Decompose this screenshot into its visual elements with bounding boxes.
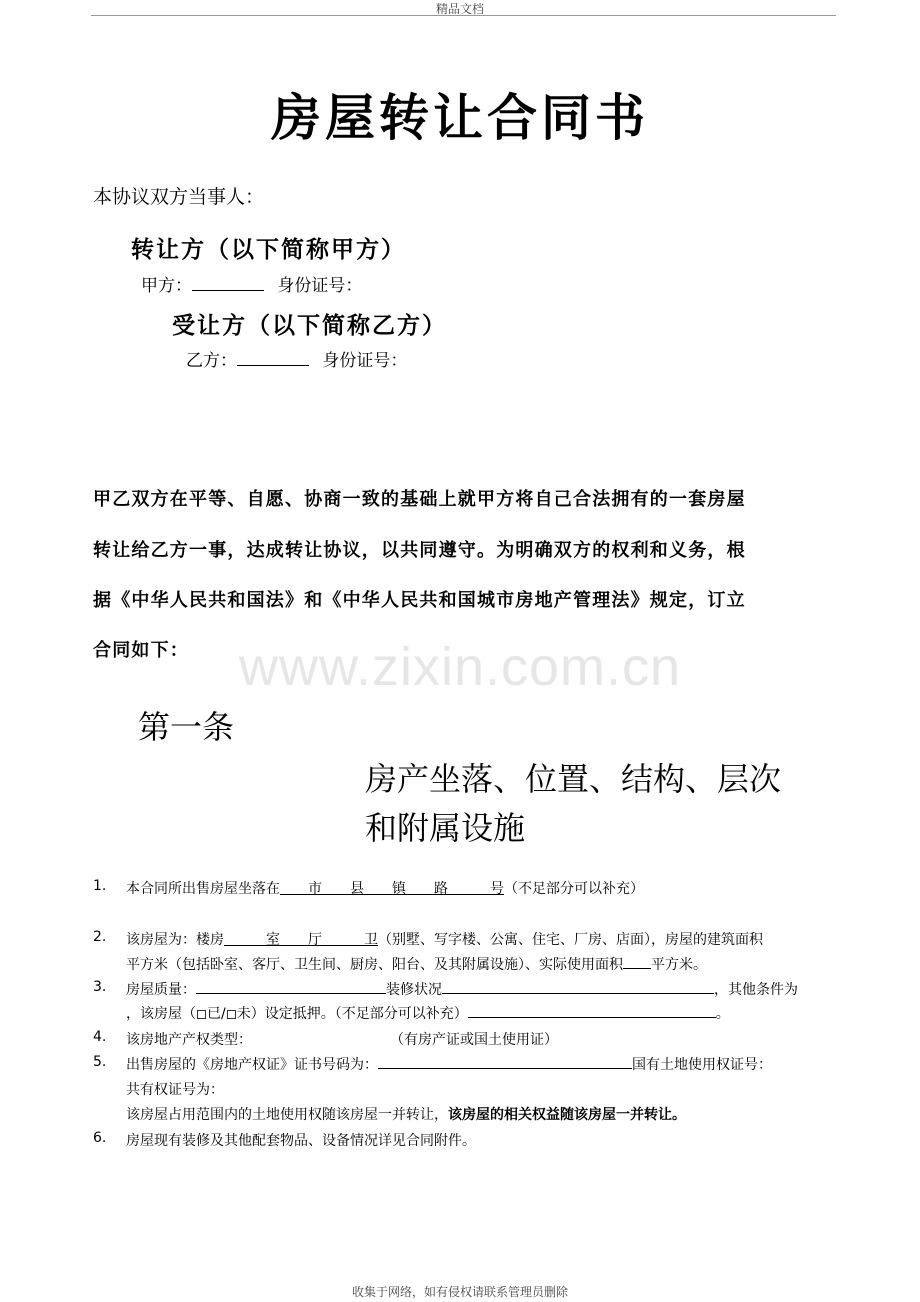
party-b-label: 乙方：: [186, 351, 237, 371]
item-2: [126, 929, 763, 949]
item-2-usable-area-field[interactable]: [623, 954, 651, 969]
party-a-label: 甲方：: [141, 276, 192, 296]
article-1-label: 第一条: [138, 708, 235, 746]
item-3-decoration-label: 装修状况: [386, 982, 442, 998]
article-1-heading-line-1: 房产坐落、位置、结构、层次: [365, 760, 782, 798]
preamble-line-1: 甲乙双方在平等、自愿、协商一致的基础上就甲方将自己合法拥有的一套房屋: [93, 489, 746, 510]
item-4: [126, 1029, 558, 1049]
item-2-line-2: [126, 954, 707, 974]
party-a-id-label: 身份证号：: [277, 276, 363, 296]
item-3-number: 3.: [93, 979, 107, 995]
page-header: 精品文档: [435, 2, 484, 16]
item-5-land-cert-label: 国有土地使用权证号：: [632, 1057, 772, 1073]
item-5-rights-transfer-text: 该房屋的相关权益随该房屋一并转让。: [448, 1107, 686, 1123]
preamble-line-2: 转让给乙方一事，达成转让协议，以共同遵守。为明确双方的权利和义务，根: [93, 540, 746, 561]
header-divider: [91, 15, 836, 16]
document-title: 房屋转让合同书: [271, 88, 649, 147]
watermark: www.zixin.com.cn: [238, 637, 682, 697]
item-2-line-2-unit: 平方米。: [651, 957, 707, 973]
party-b-line: [186, 346, 407, 371]
item-1-location-field[interactable]: 市 县 镇 路 号: [280, 881, 504, 897]
party-a-line: [141, 271, 362, 296]
party-b-name-field[interactable]: [237, 351, 309, 366]
item-3-supplement-field[interactable]: [468, 1003, 716, 1018]
item-5-cert-label: 出售房屋的《房地产权证》证书号码为：: [126, 1057, 378, 1073]
item-5-land-transfer-text: 该房屋占用范围内的土地使用权随该房屋一并转让，: [126, 1107, 448, 1123]
item-4-note: （有房产证或国土使用证）: [390, 1032, 558, 1048]
item-2-number: 2.: [93, 929, 107, 945]
item-4-text: 该房地产产权类型：: [126, 1032, 252, 1048]
item-6-number: 6.: [93, 1130, 107, 1146]
item-5: [126, 1054, 772, 1074]
item-3-quality-label: 房屋质量：: [126, 982, 196, 998]
transferee-heading: 受让方（以下简称乙方）: [172, 312, 447, 339]
party-a-name-field[interactable]: [192, 276, 264, 291]
page-footer: 收集于网络，如有侵权请联系管理员删除: [351, 1285, 568, 1299]
transferor-heading: 转让方（以下简称甲方）: [131, 236, 406, 263]
item-5-land-transfer: [126, 1104, 686, 1124]
item-3-decoration-field[interactable]: [442, 979, 714, 994]
item-2-note: （别墅、写字楼、公寓、住宅、厂房、店面），房屋的建筑面积: [378, 932, 763, 948]
item-1-note: （不足部分可以补充）: [504, 881, 644, 897]
item-2-layout-field[interactable]: 室 厅 卫: [224, 932, 378, 948]
mortgage-yes-checkbox[interactable]: [197, 1010, 206, 1019]
mortgage-no-checkbox[interactable]: [227, 1010, 236, 1019]
item-5-number: 5.: [93, 1054, 107, 1070]
item-3-other-label: ，其他条件为: [714, 982, 798, 998]
item-1-text: 本合同所出售房屋坐落在: [126, 881, 280, 897]
item-2-line-2-text: 平方米（包括卧室、客厅、卫生间、厨房、阳台、及其附属设施）、实际使用面积: [126, 957, 623, 973]
mortgage-yes-label: 已/: [207, 1006, 226, 1022]
item-3-end-mark: 。: [715, 1006, 730, 1022]
item-4-number: 4.: [93, 1029, 107, 1045]
item-3-line-2: [126, 1003, 730, 1023]
item-3: [126, 979, 798, 999]
item-1-number: 1.: [93, 878, 107, 894]
parties-intro: 本协议双方当事人：: [93, 186, 265, 208]
party-b-id-label: 身份证号：: [322, 351, 408, 371]
item-2-text: 该房屋为：楼房: [126, 932, 224, 948]
item-5-co-ownership: 共有权证号为：: [126, 1082, 224, 1098]
item-3-mortgage-text: ，该房屋（: [126, 1006, 196, 1022]
preamble-line-4: 合同如下：: [93, 640, 189, 661]
item-5-cert-number-field[interactable]: [378, 1054, 632, 1069]
mortgage-no-label: 未）设定抵押。（不足部分可以补充）: [236, 1006, 468, 1022]
item-6: 房屋现有装修及其他配套物品、设备情况详见合同附件。: [126, 1133, 476, 1149]
article-1-heading-line-2: 和附属设施: [365, 809, 526, 847]
item-3-quality-field[interactable]: [196, 979, 386, 994]
item-1: [126, 878, 644, 898]
preamble-line-3: 据《中华人民共和国法》和《中华人民共和国城市房地产管理法》规定，订立: [93, 590, 746, 611]
